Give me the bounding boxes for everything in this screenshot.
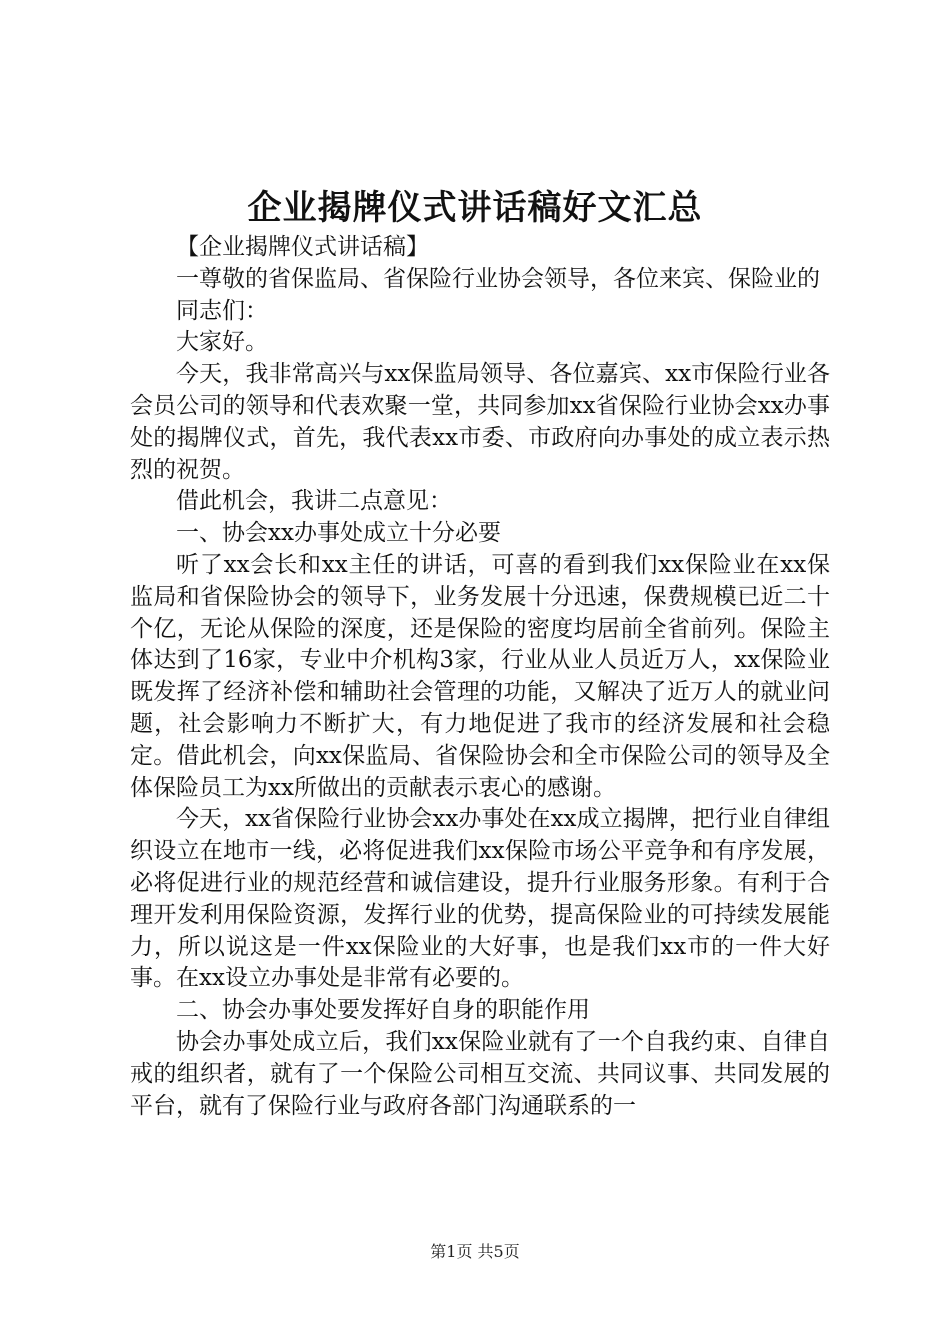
document-body — [130, 232, 830, 1122]
page-footer: 第1页 共5页 — [430, 1242, 520, 1261]
document-title: 企业揭牌仪式讲话稿好文汇总 — [247, 188, 703, 228]
paragraph-heading: 【企业揭牌仪式讲话稿】 — [176, 234, 429, 260]
section-heading-2: 二、协会办事处要发挥好自身的职能作用 — [176, 997, 590, 1024]
paragraph-greeting: 大家好。 — [176, 329, 268, 356]
paragraph-section-1-b: 今天，xx省保险行业协会xx办事处在xx成立揭牌，把行业自律组织设立在地市一线，必将促进我们xx保险市场公平竞争和有序发展，必将促进行业的规范经营和诚信建设，提升行业服务形象。有利于合理开发利用保险资源，发挥行业的优势，提高保险业的可持续发展能力，所以说这是一件xx保险业的大好事，也是我们xx市的一件大好事。在xx设立办事处是非常有必要的。 — [130, 806, 830, 992]
paragraph-section-2-a: 协会办事处成立后，我们xx保险业就有了一个自我约束、自律自戒的组织者，就有了一个保险公司相互交流、共同议事、共同发展的平台，就有了保险行业与政府各部门沟通联系的一 — [130, 1028, 830, 1119]
paragraph-comrades: 同志们： — [176, 297, 268, 324]
paragraph-salutation: 一尊敬的省保监局、省保险行业协会领导，各位来宾、保险业的 — [176, 265, 820, 292]
paragraph-section-1-a: 听了xx会长和xx主任的讲话，可喜的看到我们xx保险业在xx保监局和省保险协会的领导下，业务发展十分迅速，保费规模已近二十个亿，无论从保险的深度，还是保险的密度均居前全省前列。保险主体达到了16家，专业中介机构3家，行业从业人员近万人，xx保险业既发挥了经济补偿和辅助社会管理的功能，又解决了近万人的就业问题，社会影响力不断扩大，有力地促进了我市的经济发展和社会稳定。借此机会，向xx保监局、省保险协会和全市保险公司的领导及全体保险员工为xx所做出的贡献表示衷心的感谢。 — [130, 551, 830, 801]
section-heading-1: 一、协会xx办事处成立十分必要 — [176, 520, 501, 547]
paragraph-intro-points: 借此机会，我讲二点意见： — [176, 488, 452, 515]
paragraph-opening: 今天，我非常高兴与xx保监局领导、各位嘉宾、xx市保险行业各会员公司的领导和代表欢聚一堂，共同参加xx省保险行业协会xx办事处的揭牌仪式，首先，我代表xx市委、市政府向办事处的成立表示热烈的祝贺。 — [130, 361, 830, 483]
